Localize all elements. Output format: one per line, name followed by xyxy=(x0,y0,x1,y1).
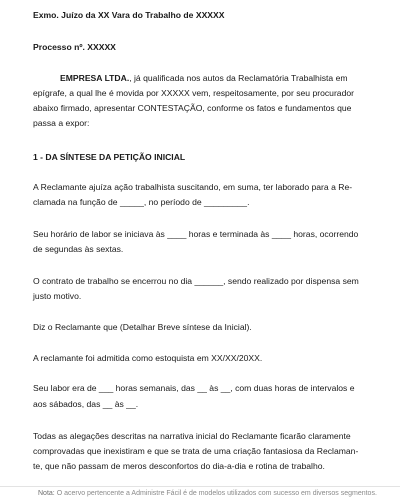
paragraph-6-line-1: Seu labor era de ___ horas semanais, das __ às __, com duas horas de intervalos e xyxy=(33,383,355,393)
paragraph-2-line-2: de segundas às sextas. xyxy=(33,244,124,254)
paragraph-1-line-1: A Reclamante ajuíza ação trabalhista suscitando, em suma, ter laborado para a Re- xyxy=(33,182,353,192)
intro-line-2: epígrafe, a qual lhe é movida por XXXXX vem, respeitosamente, por seu procurador xyxy=(33,88,355,98)
footer-note-label: Nota: xyxy=(38,490,55,497)
intro-line-3: abaixo firmado, apresentar CONTESTAÇÃO, conforme os fatos e fundamentos que xyxy=(33,103,352,113)
intro-line-1-rest: , já qualificada nos autos da Reclamatória Trabalhista em xyxy=(129,73,348,83)
intro-line-4: passa a expor: xyxy=(33,118,90,128)
paragraph-3-line-2: justo motivo. xyxy=(33,291,82,301)
paragraph-7-line-1: Todas as alegações descritas na narrativa inicial do Reclamante ficarão claramente xyxy=(33,431,351,441)
paragraph-3-line-1: O contrato de trabalho se encerrou no dia ______, sendo realizado por dispensa sem xyxy=(33,276,359,286)
court-header: Exmo. Juízo da XX Vara do Trabalho de XXXXX xyxy=(33,10,225,20)
paragraph-1-line-2: clamada na função de _____, no período de _________. xyxy=(33,197,250,207)
paragraph-2-line-1: Seu horário de labor se iniciava às ____ horas e terminada às ____ horas, ocorrendo xyxy=(33,229,359,239)
paragraph-5: A reclamante foi admitida como estoquista em XX/XX/20XX. xyxy=(33,353,263,363)
paragraph-7-line-2: comprovadas que inexistiram e que se trata de uma criação fantasiosa da Reclaman- xyxy=(33,446,359,456)
intro-line-1 xyxy=(33,71,373,85)
paragraph-4: Diz o Reclamante que (Detalhar Breve síntese da Inicial). xyxy=(33,322,252,332)
footer-note xyxy=(0,486,400,501)
company-name: EMPRESA LTDA. xyxy=(60,73,130,83)
process-number: Processo nº. XXXXX xyxy=(33,42,116,52)
footer-note-text: O acervo pertencente a Administre Fácil é de modelos utilizados com sucesso em diversos segmentos. xyxy=(56,490,377,497)
section-title: 1 - DA SÍNTESE DA PETIÇÃO INICIAL xyxy=(33,152,186,162)
paragraph-7-line-3: te, que não passam de meros desconfortos do dia-a-dia e rotina de trabalho. xyxy=(33,461,325,471)
paragraph-6-line-2: aos sábados, das __ às __. xyxy=(33,399,139,409)
